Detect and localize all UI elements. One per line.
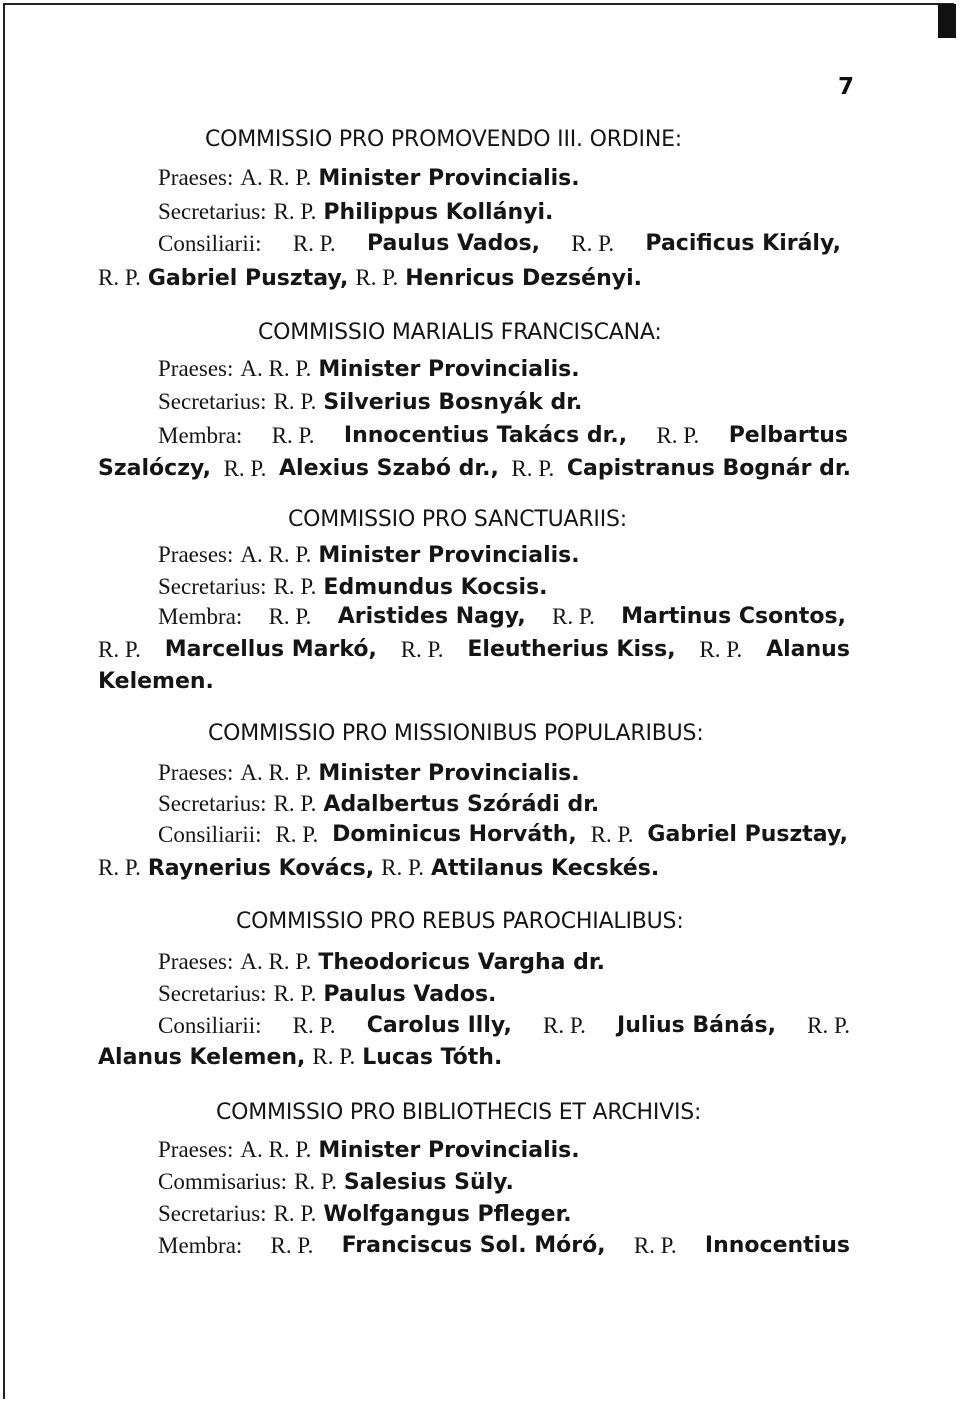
secretarius-line: Secretarius: R. P. Wolfgangus Pfleger. (158, 1201, 572, 1227)
praeses-line: Praeses: A. R. P. Theodoricus Vargha dr. (158, 949, 605, 975)
praeses-line: Praeses: A. R. P. Minister Provincialis. (158, 1137, 580, 1163)
section-heading: COMMISSIO MARIALIS FRANCISCANA: (258, 320, 662, 345)
section-heading: COMMISSIO PRO SANCTUARIIS: (288, 507, 627, 532)
page-number: 7 (838, 74, 855, 100)
consiliarii-line: Consiliarii: R. P. Carolus Illy, R. P. Julius Bánás, R. P. (158, 1013, 850, 1038)
praeses-line: Praeses: A. R. P. Minister Provincialis. (158, 760, 580, 786)
membra-line: Membra: R. P. Aristides Nagy, R. P. Martinus Csontos, (158, 604, 846, 629)
consiliarii-line: Consiliarii: R. P. Dominicus Horváth, R. P. Gabriel Pusztay, (158, 822, 848, 847)
section-heading: COMMISSIO PRO REBUS PAROCHIALIBUS: (236, 909, 684, 934)
praeses-line: Praeses: A. R. P. Minister Provincialis. (158, 356, 580, 382)
members-continuation-line: Alanus Kelemen, R. P. Lucas Tóth. (98, 1044, 503, 1070)
secretarius-line: Secretarius: R. P. Edmundus Kocsis. (158, 574, 548, 600)
members-continuation-line: R. P. Marcellus Markó, R. P. Eleutherius Kiss, R. P. Alanus (98, 637, 850, 662)
commisarius-line: Commisarius: R. P. Salesius Süly. (158, 1169, 514, 1195)
secretarius-line: Secretarius: R. P. Paulus Vados. (158, 981, 497, 1007)
members-continuation-line: R. P. Raynerius Kovács, R. P. Attilanus Kecskés. (98, 855, 660, 881)
members-continuation-line: Szalóczy, R. P. Alexius Szabó dr., R. P. Capistranus Bognár dr. (98, 456, 851, 481)
praeses-line: Praeses: A. R. P. Minister Provincialis. (158, 165, 580, 191)
members-continuation-line: Kelemen. (98, 669, 214, 694)
secretarius-line: Secretarius: R. P. Philippus Kollányi. (158, 199, 554, 225)
praeses-line: Praeses: A. R. P. Minister Provincialis. (158, 542, 580, 568)
membra-line: Membra: R. P. Innocentius Takács dr., R. P. Pelbartus (158, 423, 848, 448)
members-continuation-line: R. P. Gabriel Pusztay, R. P. Henricus Dezsényi. (98, 265, 642, 291)
secretarius-line: Secretarius: R. P. Adalbertus Szórádi dr. (158, 791, 600, 817)
scan-corner-mark (938, 4, 956, 38)
secretarius-line: Secretarius: R. P. Silverius Bosnyák dr. (158, 389, 583, 415)
consiliarii-line: Consiliarii: R. P. Paulus Vados, R. P. Pacificus Király, (158, 231, 841, 256)
section-heading: COMMISSIO PRO PROMOVENDO III. ORDINE: (205, 127, 683, 152)
membra-line: Membra: R. P. Franciscus Sol. Móró, R. P. Innocentius (158, 1233, 850, 1258)
section-heading: COMMISSIO PRO MISSIONIBUS POPULARIBUS: (208, 721, 704, 746)
section-heading: COMMISSIO PRO BIBLIOTHECIS ET ARCHIVIS: (216, 1100, 702, 1125)
